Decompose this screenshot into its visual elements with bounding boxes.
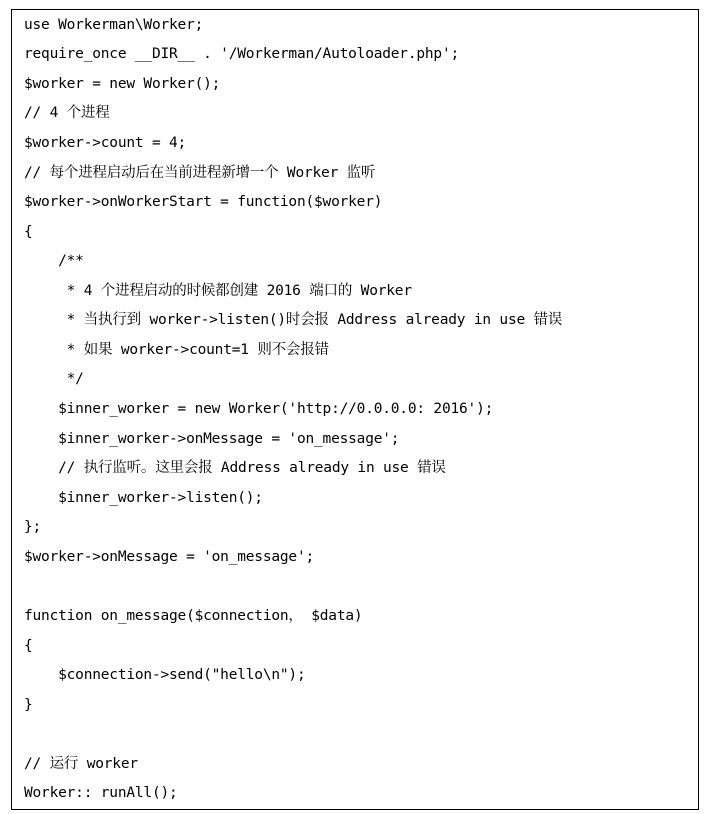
code-line: // 每个进程启动后在当前进程新增一个 Worker 监听 [24, 165, 376, 181]
code-line: $worker->onWorkerStart = function($worker) [24, 194, 383, 210]
code-line: function on_message($connection， $data) [24, 608, 363, 624]
code-line: * 当执行到 worker->listen()时会报 Address already in use 错误 [24, 312, 563, 328]
code-line: $connection->send("hello\n"); [24, 667, 306, 683]
code-line: $inner_worker->onMessage = 'on_message'; [24, 431, 400, 447]
code-line: /** [24, 253, 84, 269]
code-line: * 4 个进程启动的时候都创建 2016 端口的 Worker [24, 283, 412, 299]
code-line: require_once __DIR__ . '/Workerman/Autoloader.php'; [24, 46, 460, 62]
code-line: }; [24, 519, 42, 535]
code-line: $inner_worker->listen(); [24, 490, 263, 506]
code-line: // 4 个进程 [24, 105, 110, 121]
code-line: { [24, 638, 33, 654]
code-line: { [24, 224, 33, 240]
code-line: $worker->count = 4; [24, 135, 187, 151]
code-line: */ [24, 371, 84, 387]
code-line: use Workerman\Worker; [24, 17, 204, 33]
code-line: // 执行监听。这里会报 Address already in use 错误 [24, 460, 446, 476]
code-line: $worker = new Worker(); [24, 76, 221, 92]
code-line: $inner_worker = new Worker('http://0.0.0.0: 2016'); [24, 401, 494, 417]
code-line: // 运行 worker [24, 756, 138, 772]
code-line: } [24, 697, 33, 713]
code-line: Worker:: runAll(); [24, 785, 178, 801]
code-line: * 如果 worker->count=1 则不会报错 [24, 342, 329, 358]
code-line: $worker->onMessage = 'on_message'; [24, 549, 315, 565]
code-block [11, 9, 699, 810]
